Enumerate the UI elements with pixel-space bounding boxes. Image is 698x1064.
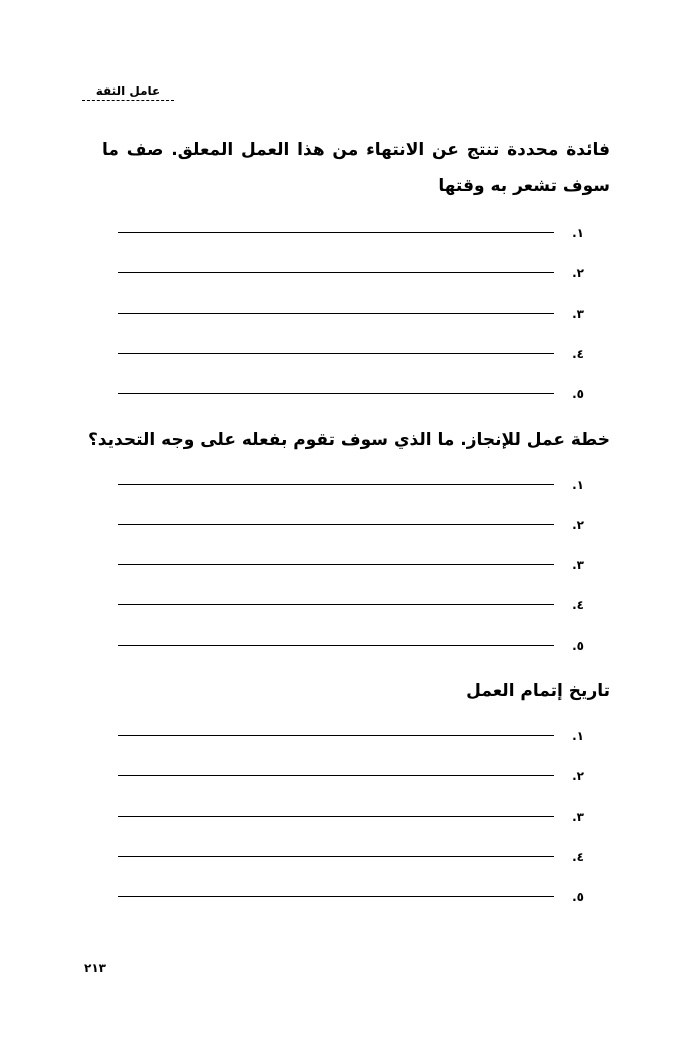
answer-line[interactable]: [118, 598, 584, 614]
answer-line[interactable]: [118, 266, 584, 282]
write-in-rule: [118, 735, 554, 736]
answer-line[interactable]: [118, 307, 584, 323]
write-in-rule: [118, 775, 554, 776]
answer-line[interactable]: [118, 387, 584, 403]
write-in-rule: [118, 272, 554, 273]
answer-line[interactable]: [118, 478, 584, 494]
answer-line[interactable]: [118, 639, 584, 655]
write-in-rule: [118, 645, 554, 646]
write-in-rule: [118, 313, 554, 314]
line-number: ٢.: [572, 769, 584, 783]
line-number: ٥.: [572, 890, 584, 904]
write-in-rule: [118, 604, 554, 605]
line-number: ٣.: [572, 307, 584, 321]
write-in-rule: [118, 393, 554, 394]
line-number: ٢.: [572, 266, 584, 280]
write-in-rule: [118, 232, 554, 233]
write-in-rule: [118, 353, 554, 354]
section-1-prompt: فائدة محددة تنتج عن الانتهاء من هذا العمل المعلق. صف ما سوف تشعر به وقتها: [102, 140, 610, 196]
write-in-rule: [118, 856, 554, 857]
line-number: ٤.: [572, 598, 584, 612]
write-in-rule: [118, 896, 554, 897]
write-in-rule: [118, 524, 554, 525]
answer-line[interactable]: [118, 347, 584, 363]
section-2-prompt: خطة عمل للإنجاز. ما الذي سوف تقوم بفعله على وجه التحديد؟: [87, 430, 610, 450]
answer-line[interactable]: [118, 850, 584, 866]
line-number: ٥.: [572, 639, 584, 653]
line-number: ٣.: [572, 558, 584, 572]
write-in-rule: [118, 564, 554, 565]
answer-line[interactable]: [118, 810, 584, 826]
answer-line[interactable]: [118, 226, 584, 242]
line-number: ٢.: [572, 518, 584, 532]
line-number: ١.: [572, 226, 584, 240]
line-number: ٣.: [572, 810, 584, 824]
page-number: ٢١٣: [84, 961, 106, 975]
answer-line[interactable]: [118, 890, 584, 906]
line-number: ١.: [572, 729, 584, 743]
write-in-rule: [118, 816, 554, 817]
running-head: عامل الثقة: [82, 84, 174, 101]
answer-line[interactable]: [118, 518, 584, 534]
line-number: ١.: [572, 478, 584, 492]
line-number: ٤.: [572, 347, 584, 361]
line-number: ٤.: [572, 850, 584, 864]
section-3-prompt: تاريخ إتمام العمل: [466, 681, 610, 701]
write-in-rule: [118, 484, 554, 485]
line-number: ٥.: [572, 387, 584, 401]
answer-line[interactable]: [118, 558, 584, 574]
answer-line[interactable]: [118, 729, 584, 745]
answer-line[interactable]: [118, 769, 584, 785]
